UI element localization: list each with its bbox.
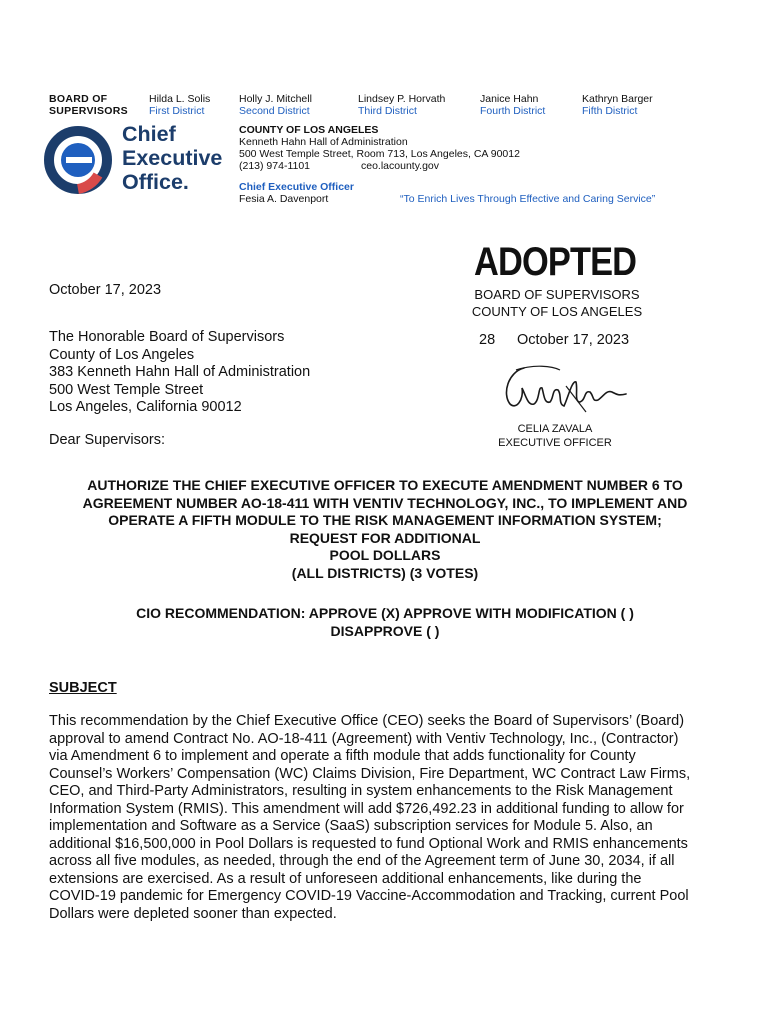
county-address-block (239, 124, 520, 172)
motto: “To Enrich Lives Through Effective and Caring Service” (400, 193, 656, 205)
supervisor-name: Janice Hahn (480, 93, 539, 105)
county-website[interactable]: ceo.lacounty.gov (361, 160, 440, 172)
heading-line: POOL DOLLARS (329, 547, 441, 563)
stamp-signer-name: CELIA ZAVALA (517, 423, 593, 435)
letter-date: October 17, 2023 (49, 282, 162, 298)
ceo-name: Fesia A. Davenport (239, 193, 329, 205)
body-line: This recommendation by the Chief Executive Office (CEO) seeks the Board of Supervisors’ (Board) (49, 713, 685, 729)
heading-line: OPERATE A FIFTH MODULE TO THE RISK MANAGEMENT INFORMATION SYSTEM; (108, 512, 662, 528)
address-line: 383 Kenneth Hahn Hall of Administration (49, 364, 311, 380)
body-line: Dollars were depleted sooner than expected. (49, 905, 337, 922)
board-of-supervisors-label (49, 93, 128, 117)
cio-line: DISAPPROVE ( ) (330, 622, 440, 639)
body-line: across all five modules, as needed, through the end of the Agreement term of June 30, 2034, if all (49, 853, 675, 869)
address-line: The Honorable Board of Supervisors (49, 329, 285, 345)
cio-recommendation (40, 605, 730, 640)
supervisor-fourth-district (480, 93, 545, 117)
stamp-county: COUNTY OF LOS ANGELES (471, 304, 643, 319)
supervisor-fifth-district (582, 93, 653, 117)
letter-heading (40, 477, 730, 582)
stamp-signer-title: EXECUTIVE OFFICER (498, 437, 612, 449)
supervisor-first-district (149, 93, 210, 117)
heading-line: REQUEST FOR ADDITIONAL (289, 529, 481, 546)
stamp-date: October 17, 2023 (517, 332, 630, 348)
supervisor-name: Kathryn Barger (582, 93, 653, 105)
county-building: Kenneth Hahn Hall of Administration (239, 136, 408, 148)
ceo-block (239, 181, 354, 205)
supervisor-district: Third District (358, 105, 417, 117)
county-phone: (213) 974-1101 (239, 160, 311, 172)
heading-line: AGREEMENT NUMBER AO-18-411 WITH VENTIV TECHNOLOGY, INC., TO IMPLEMENT AND (82, 494, 688, 511)
logo-word-1: Chief (122, 122, 176, 146)
supervisor-third-district (358, 93, 445, 117)
address-line: 500 West Temple Street (49, 381, 204, 398)
ceo-title: Chief Executive Officer (239, 181, 354, 193)
body-line: additional $16,500,000 in Pool Dollars is requested to fund Optional Work and RMIS enhancements (49, 835, 688, 852)
ceo-logo-wordmark (122, 122, 222, 194)
stamp-signer-block (470, 422, 640, 450)
salutation: Dear Supervisors: (49, 432, 166, 448)
body-line: implementation and Software as a Service (SaaS) subscription services for Module 5. Also, an (49, 818, 653, 834)
stamp-board: BOARD OF SUPERVISORS (474, 287, 640, 302)
subject-heading: SUBJECT (49, 680, 117, 696)
signature-icon (494, 360, 628, 416)
subject-body (49, 713, 729, 923)
logo-word-3: Office. (122, 170, 189, 194)
address-line: Los Angeles, California 90012 (49, 399, 242, 415)
adopted-stamp-title: ADOPTED (474, 240, 637, 284)
county-contact-row (239, 160, 520, 172)
supervisor-name: Hilda L. Solis (149, 93, 211, 105)
stamp-item-number: 28 (479, 332, 496, 348)
supervisor-name: Lindsey P. Horvath (358, 93, 446, 105)
body-line: CEO, and Third-Party Administrators, resulting in system enhancements to the Risk Management (49, 783, 673, 799)
board-label-line-2: SUPERVISORS (49, 105, 128, 117)
supervisor-name: Holly J. Mitchell (239, 93, 312, 105)
supervisor-district: First District (149, 105, 205, 117)
body-line: approval to amend Contract No. AO-18-411 (Agreement) with Ventiv Technology, Inc., (Contractor) (49, 730, 679, 747)
ceo-logo-icon (44, 126, 112, 194)
address-line: County of Los Angeles (49, 346, 195, 363)
heading-line: AUTHORIZE THE CHIEF EXECUTIVE OFFICER TO EXECUTE AMENDMENT NUMBER 6 TO (87, 477, 683, 493)
body-line: via Amendment 6 to implement and operate a fifth module that adds functionality for County (49, 748, 636, 764)
body-line: Counsel’s Workers’ Compensation (WC) Claims Division, Fire Department, WC Contract Law Firms, (49, 765, 691, 782)
county-title: COUNTY OF LOS ANGELES (239, 124, 379, 136)
recipient-address (49, 329, 310, 417)
heading-line: (ALL DISTRICTS) (3 VOTES) (291, 564, 479, 581)
stamp-board-block (450, 286, 664, 320)
supervisor-district: Fourth District (480, 105, 546, 117)
logo-word-2: Executive (122, 146, 223, 170)
body-line: COVID-19 pandemic for Emergency COVID-19 Vaccine-Accommodation and Tracking, current Pool (49, 888, 689, 904)
body-line: Information System (RMIS). This amendment will add $726,492.23 in additional funding to allow for (49, 800, 684, 817)
body-line: extensions are exercised. As a result of unforeseen additional enhancements, like during the (49, 870, 642, 887)
cio-line: CIO RECOMMENDATION: APPROVE (X) APPROVE WITH MODIFICATION ( ) (136, 605, 634, 621)
board-label-line-1: BOARD OF (49, 93, 108, 105)
supervisor-district: Second District (239, 105, 310, 117)
supervisor-district: Fifth District (582, 105, 638, 117)
supervisor-second-district (239, 93, 312, 117)
county-street: 500 West Temple Street, Room 713, Los Angeles, CA 90012 (239, 148, 520, 160)
